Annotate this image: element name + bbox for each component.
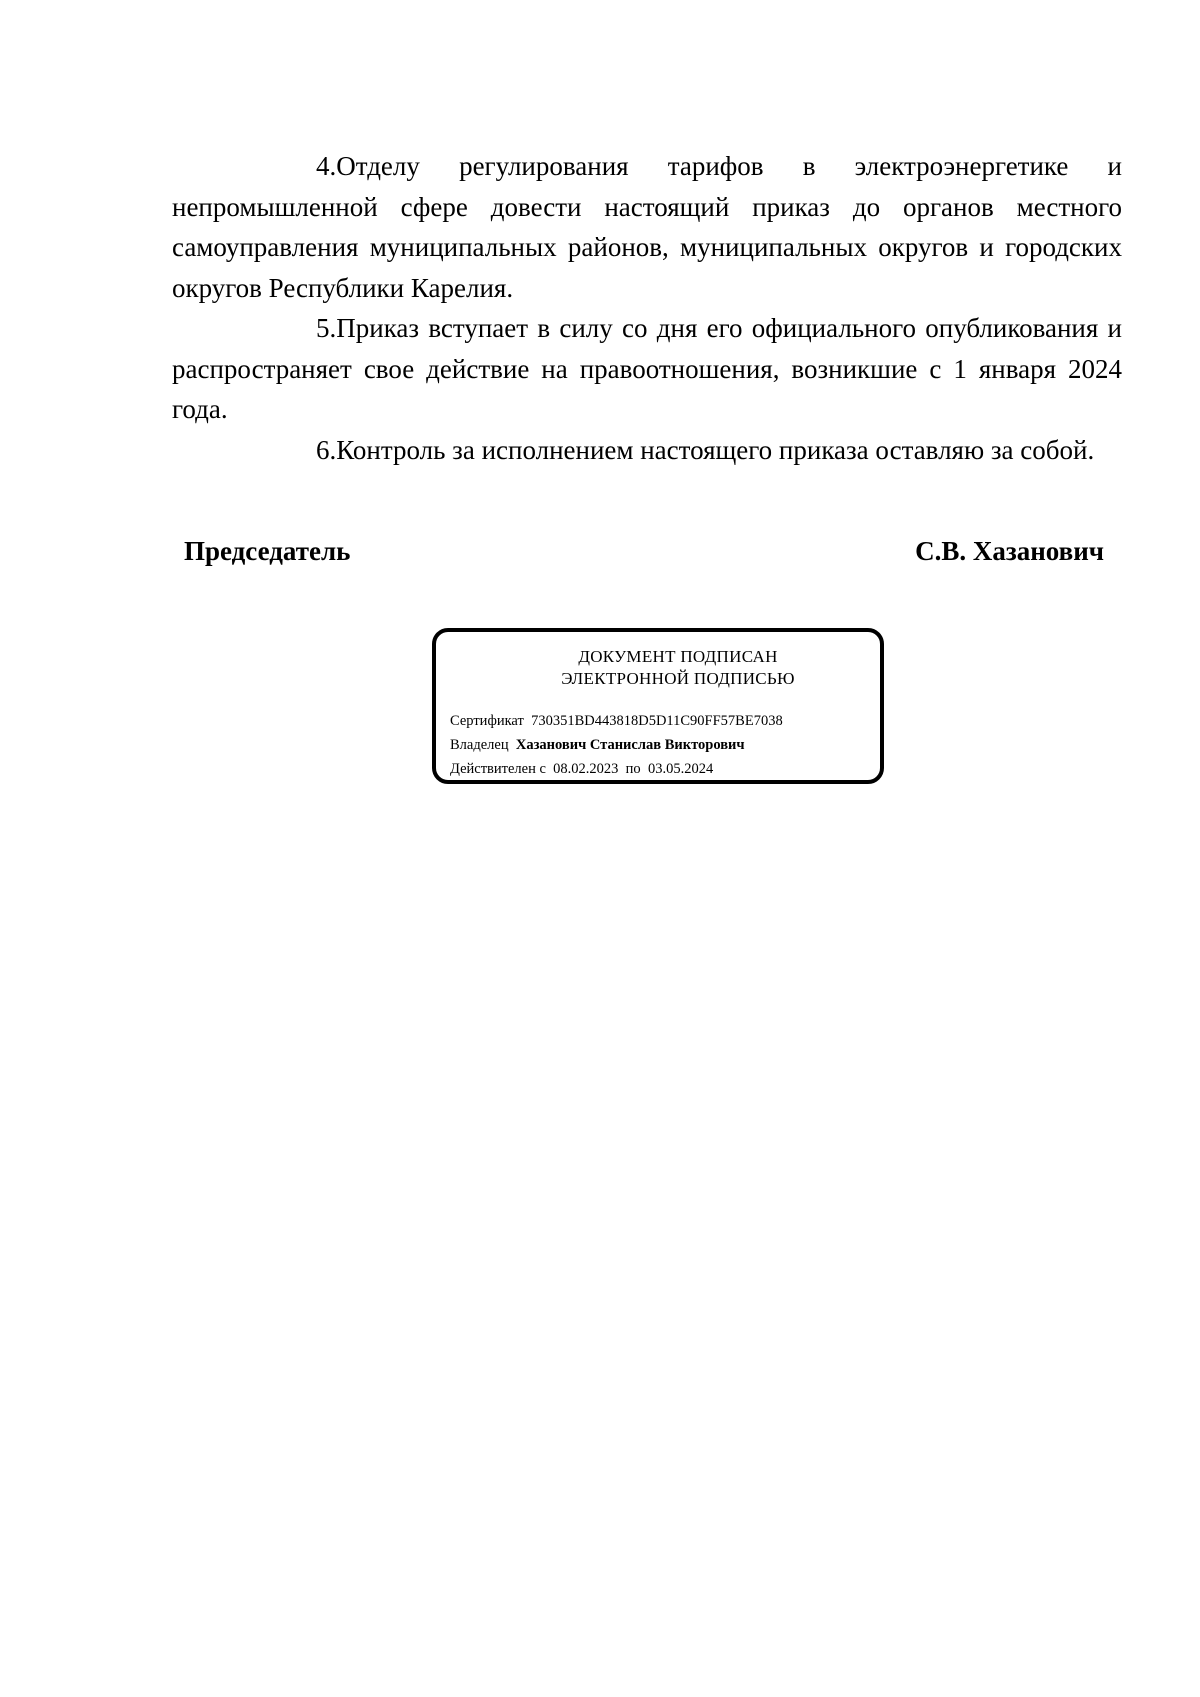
signer-title: Председатель: [184, 536, 351, 566]
paragraph-text: Отделу регулирования тарифов в электроэнергетике и непромышленной сфере довести настоящий приказ до органов местного самоуправления муниципальных районов, муниципальных округов и городских округов Республики Карелия.: [172, 151, 1122, 303]
owner-line: [450, 733, 783, 757]
paragraph-5: [172, 308, 1122, 430]
signer-name: С.В. Хазанович: [915, 536, 1104, 566]
stamp-details: [450, 709, 783, 781]
paragraph-number: 6.: [316, 434, 337, 465]
electronic-signature-stamp: [432, 628, 884, 784]
paragraph-4: [172, 146, 1122, 308]
stamp-heading-line-1: ДОКУМЕНТ ПОДПИСАН: [578, 647, 778, 666]
paragraph-number: 5.: [316, 313, 337, 343]
stamp-heading-line-2: ЭЛЕКТРОННОЙ ПОДПИСЬЮ: [561, 669, 795, 688]
paragraph-text: Приказ вступает в силу со дня его официального опубликования и распространяет свое действие на правоотношения, возникшие с 1 января 2024 года.: [172, 313, 1122, 424]
valid-label: Действителен с: [450, 761, 546, 777]
paragraph-number: 4.: [316, 151, 337, 181]
valid-from: 08.02.2023: [553, 761, 619, 777]
paragraph-text: Контроль за исполнением настоящего приказа оставляю за собой.: [336, 434, 1095, 465]
valid-to-label: по: [625, 761, 641, 777]
paragraph-6: [172, 430, 1122, 471]
certificate-line: [450, 709, 783, 733]
stamp-heading: [436, 646, 880, 690]
owner-label: Владелец: [450, 737, 509, 753]
document-body: [172, 146, 1122, 470]
valid-to: 03.05.2024: [647, 761, 714, 777]
owner-value: Хазанович Станислав Викторович: [515, 737, 745, 753]
certificate-label: Сертификат: [450, 713, 524, 729]
certificate-value: 730351BD443818D5D11C90FF57BE7038: [531, 713, 783, 729]
validity-line: [450, 757, 783, 781]
